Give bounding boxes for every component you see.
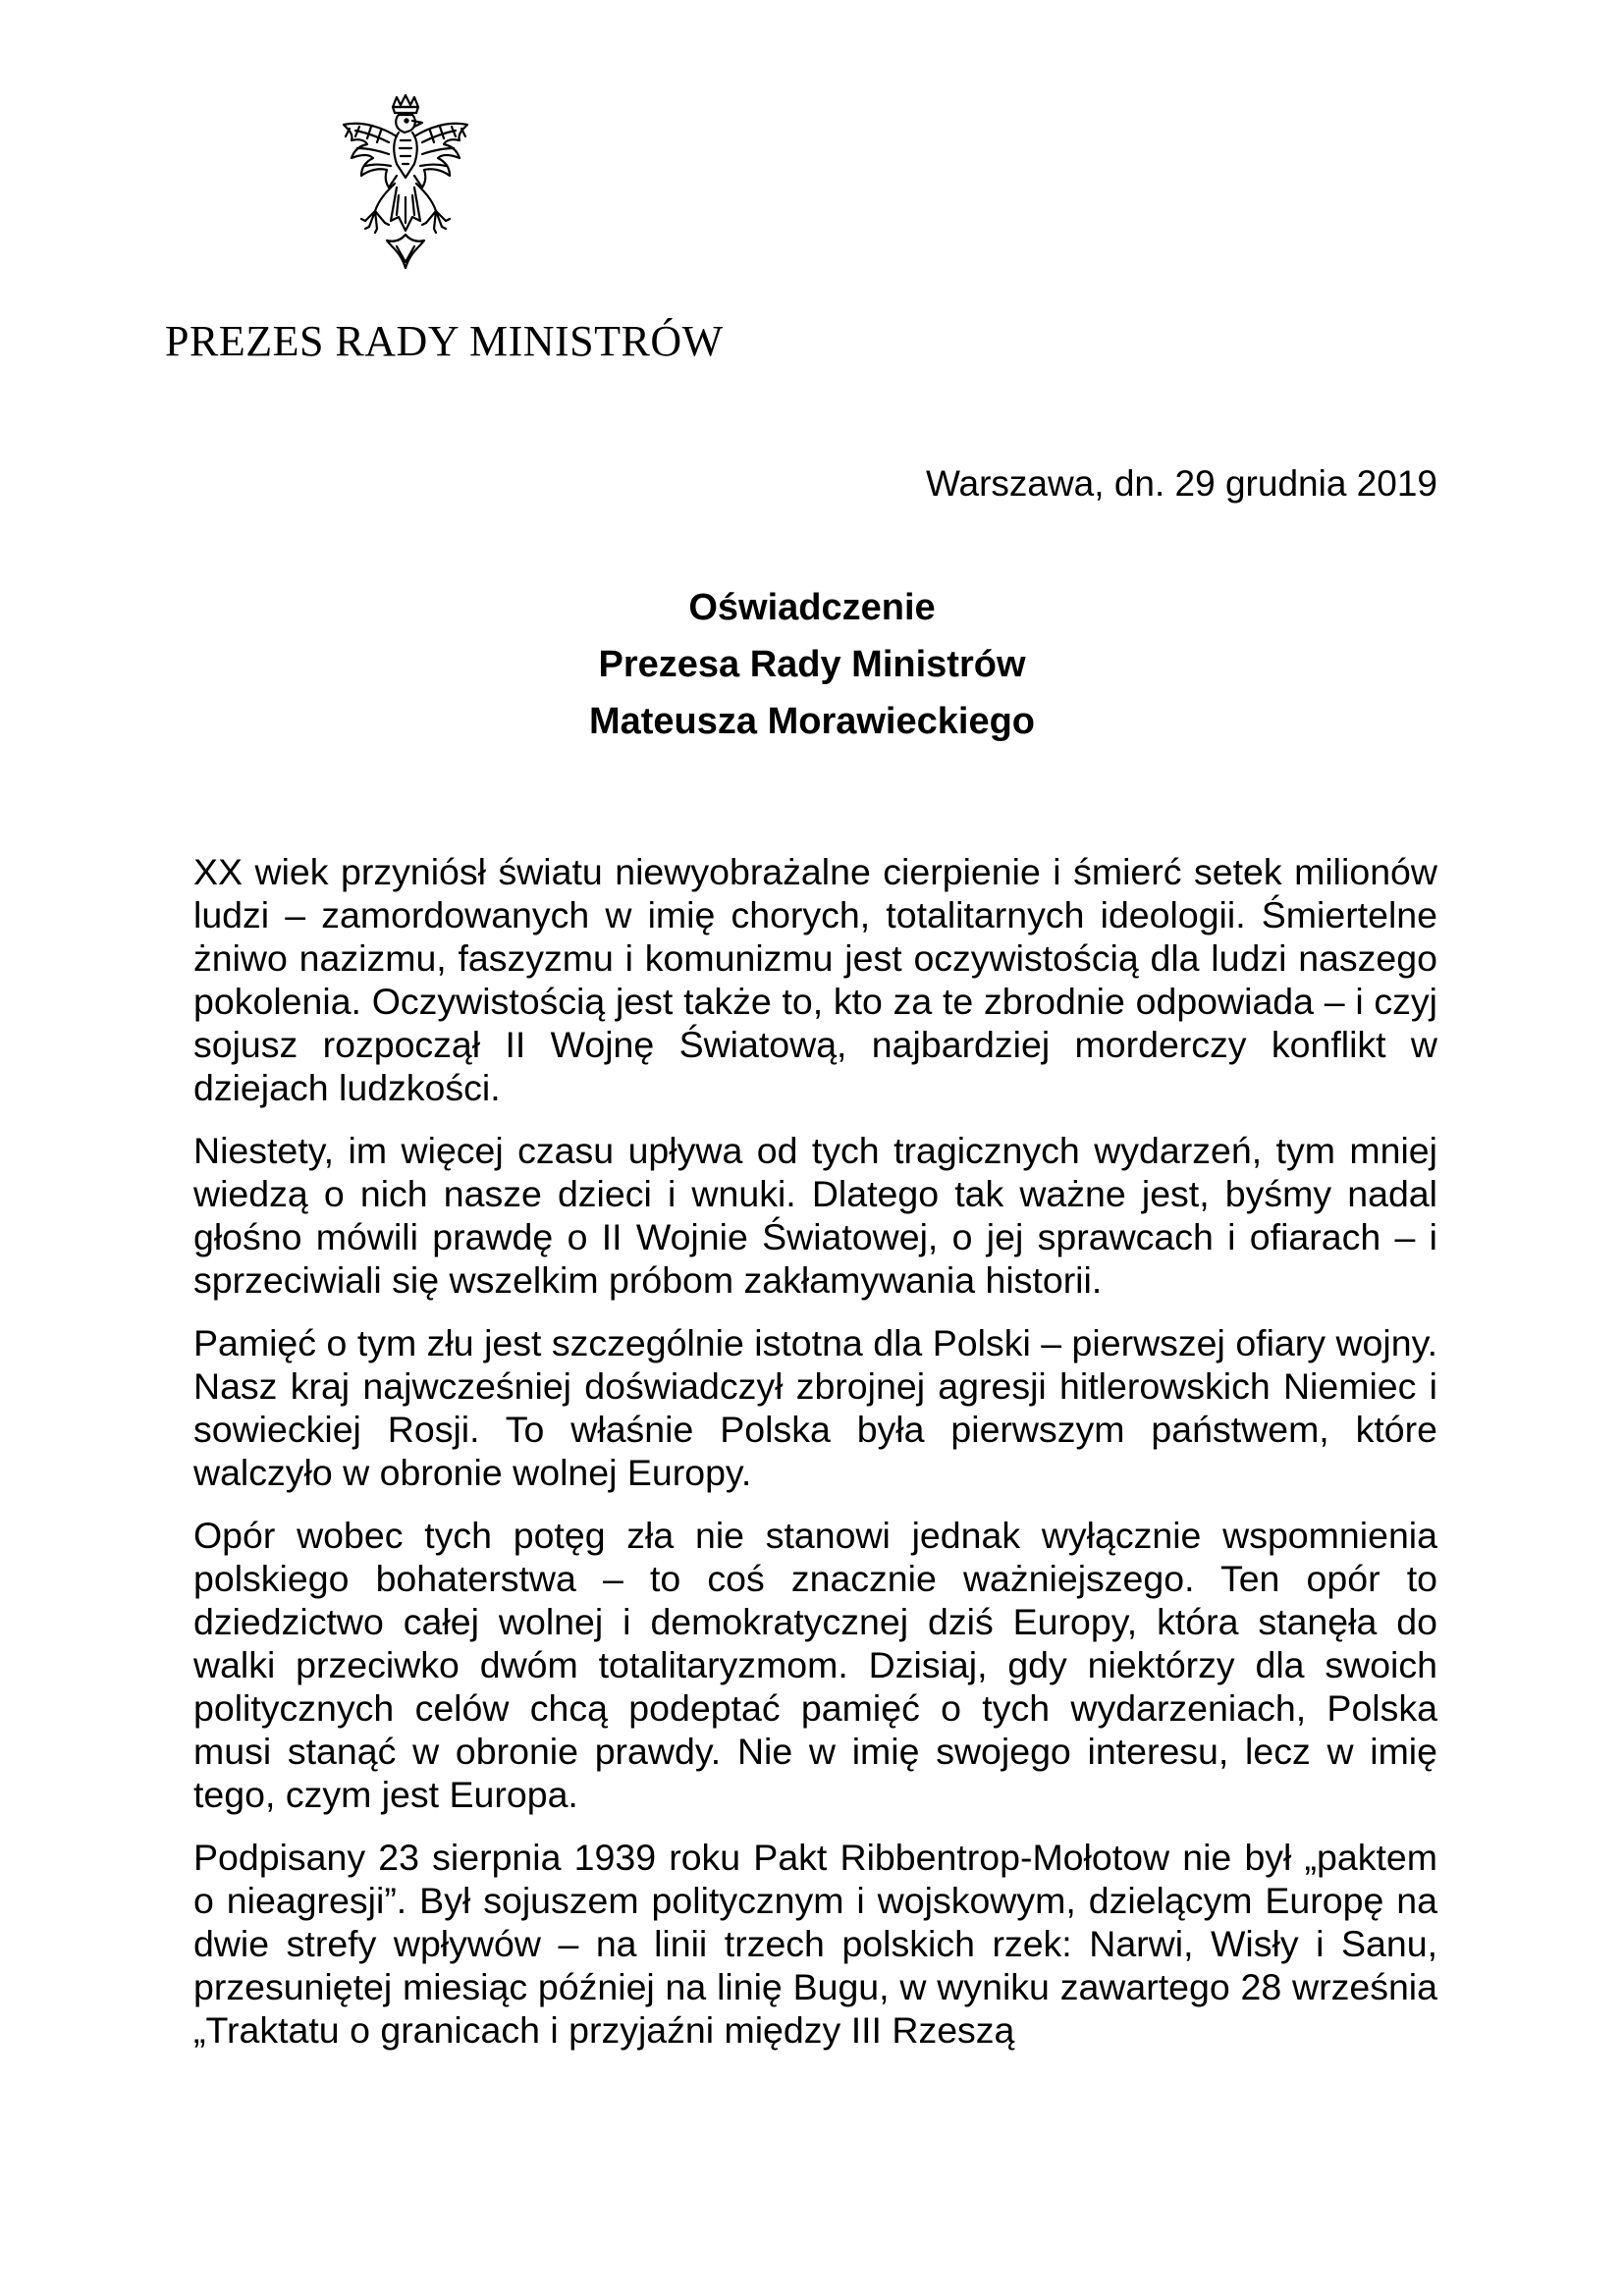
title-line-2: Prezesa Rady Ministrów: [598, 644, 1026, 685]
paragraph: Pamięć o tym złu jest szczególnie istotna dla Polski – pierwszej ofiary wojny. Nasz kraj najwcześniej doświadczył zbrojnej agresji hitlerowskich Niemiec i sowieckiej Rosji. To właśnie Polska była pierwszym państwem, które walczyło w obronie wolnej Europy.: [193, 1322, 1437, 1493]
paragraph: Podpisany 23 sierpnia 1939 roku Pakt Ribbentrop-Mołotow nie był „paktem o nieagresji”. Był sojuszem politycznym i wojskowym, dzielącym Europę na dwie strefy wpływów – na linii trzech polskich rzek: Narwi, Wisły i Sanu, przesuniętej miesiąc później na linię Bugu, w wyniku zawartego 28 września „Traktatu o granicach i przyjaźni między III Rzeszą: [193, 1837, 1437, 2051]
statement-body: [193, 850, 1437, 2071]
place-date-line: Warszawa, dn. 29 grudnia 2019: [925, 463, 1437, 504]
paragraph: Niestety, im więcej czasu upływa od tych tragicznych wydarzeń, tym mniej wiedzą o nich nasze dzieci i wnuki. Dlatego tak ważne jest, byśmy nadal głośno mówili prawdę o II Wojnie Światowej, o jej sprawcach i ofiarach – i sprzeciwiali się wszelkim próbom zakłamywania historii.: [193, 1130, 1437, 1301]
paragraph: Opór wobec tych potęg zła nie stanowi jednak wyłącznie wspomnienia polskiego bohaterstwa – to coś znacznie ważniejszego. Ten opór to dziedzictwo całej wolnej i demokratycznej dziś Europy, która stanęła do walki przeciwko dwóm totalitaryzmom. Dzisiaj, gdy niektórzy dla swoich politycznych celów chcą podeptać pamięć o tych wydarzeniach, Polska musi stanąć w obronie prawdy. Nie w imię swojego interesu, lecz w imię tego, czym jest Europa.: [193, 1515, 1437, 1815]
white-eagle-emblem-icon: [332, 93, 479, 280]
office-name-heading: PREZES RADY MINISTRÓW: [165, 317, 724, 365]
paragraph: XX wiek przyniósł światu niewyobrażalne cierpienie i śmierć setek milionów ludzi – zamordowanych w imię chorych, totalitarnych ideologii. Śmiertelne żniwo nazizmu, faszyzmu i komunizmu jest oczywistością dla ludzi naszego pokolenia. Oczywistością jest także to, kto za te zbrodnie odpowiada – i czyj sojusz rozpoczął II Wojnę Światową, najbardziej morderczy konflikt w dziejach ludzkości.: [193, 851, 1437, 1108]
title-line-1: Oświadczenie: [688, 587, 936, 628]
title-line-3: Mateusza Morawieckiego: [588, 701, 1036, 742]
statement-title: [0, 579, 1624, 750]
